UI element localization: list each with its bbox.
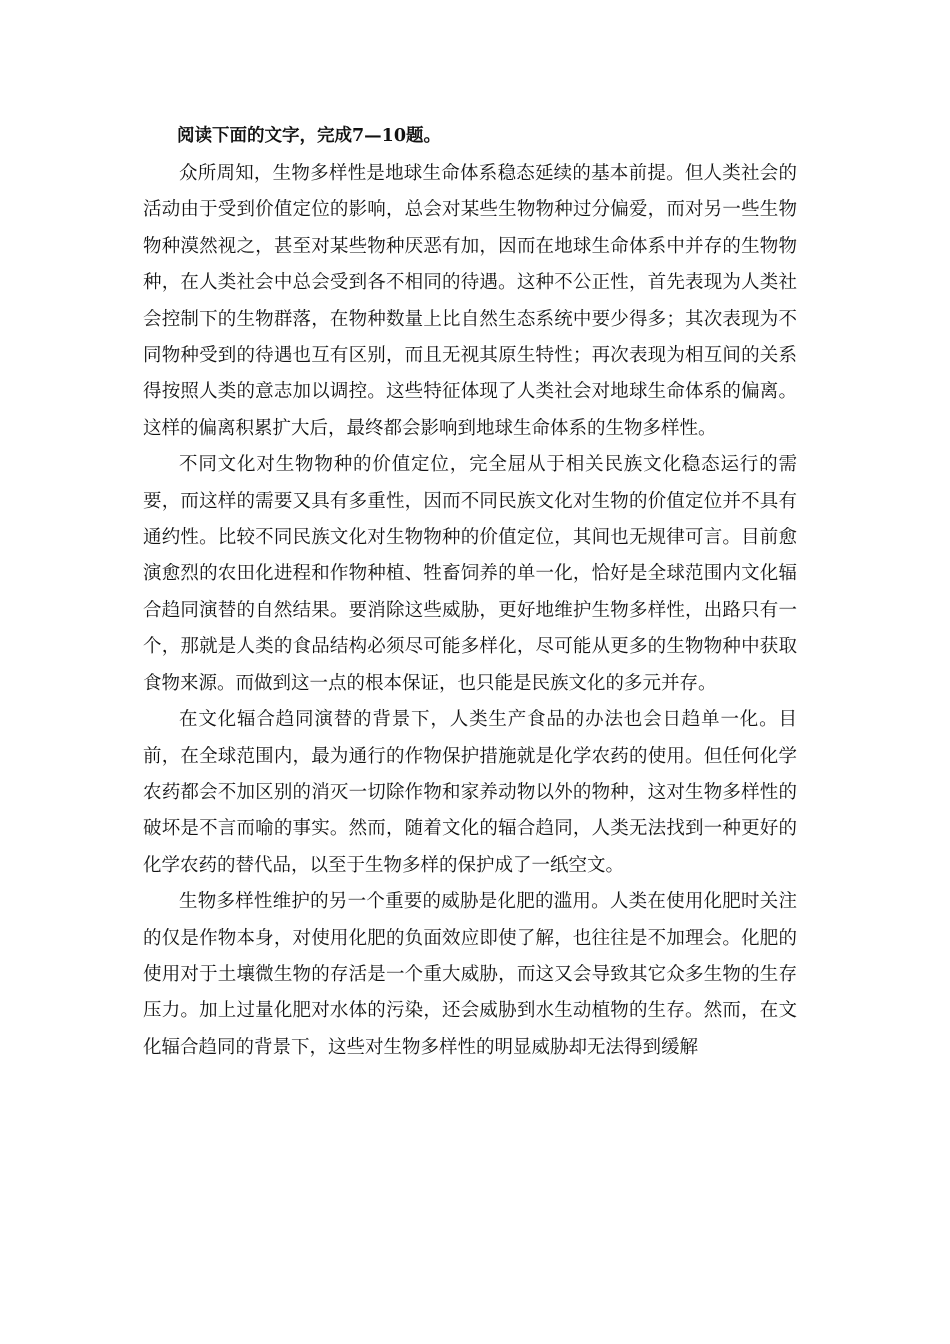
paragraph-2: 不同文化对生物物种的价值定位，完全屈从于相关民族文化稳态运行的需要，而这样的需要又具有多重性，因而不同民族文化对生物的价值定位并不具有通约性。比较不同民族文化对生物物种的价值定位，其间也无规律可言。目前愈演愈烈的农田化进程和作物种植、牲畜饲养的单一化，恰好是全球范围内文化辐合趋同演替的自然结果。要消除这些威胁，更好地维护生物多样性，出路只有一个，那就是人类的食品结构必须尽可能多样化，尽可能从更多的生物物种中获取食物来源。而做到这一点的根本保证，也只能是民族文化的多元并存。	[143, 454, 797, 694]
document-page	[143, 116, 797, 1066]
reading-instruction: 阅读下面的文字，完成7—10题。	[177, 126, 442, 146]
paragraph-4: 生物多样性维护的另一个重要的威胁是化肥的滥用。人类在使用化肥时关注的仅是作物本身，对使用化肥的负面效应即使了解，也往往是不加理会。化肥的使用对于土壤微生物的存活是一个重大威胁，而这又会导致其它众多生物的生存压力。加上过量化肥对水体的污染，还会威胁到水生动植物的生存。然而，在文化辐合趋同的背景下，这些对生物多样性的明显威胁却无法得到缓解	[143, 891, 797, 1058]
paragraph-3: 在文化辐合趋同演替的背景下，人类生产食品的办法也会日趋单一化。目前，在全球范围内，最为通行的作物保护措施就是化学农药的使用。但任何化学农药都会不加区别的消灭一切除作物和家养动物以外的物种，这对生物多样性的破坏是不言而喻的事实。然而，随着文化的辐合趋同，人类无法找到一种更好的化学农药的替代品，以至于生物多样的保护成了一纸空文。	[143, 709, 797, 876]
paragraph-1: 众所周知，生物多样性是地球生命体系稳态延续的基本前提。但人类社会的活动由于受到价值定位的影响，总会对某些生物物种过分偏爱，而对另一些生物物种漠然视之，甚至对某些物种厌恶有加，因而在地球生命体系中并存的生物物种，在人类社会中总会受到各不相同的待遇。这种不公正性，首先表现为人类社会控制下的生物群落，在物种数量上比自然生态系统中要少得多；其次表现为不同物种受到的待遇也互有区别，而且无视其原生特性；再次表现为相互间的关系得按照人类的意志加以调控。这些特征体现了人类社会对地球生命体系的偏离。这样的偏离积累扩大后，最终都会影响到地球生命体系的生物多样性。	[143, 163, 797, 439]
